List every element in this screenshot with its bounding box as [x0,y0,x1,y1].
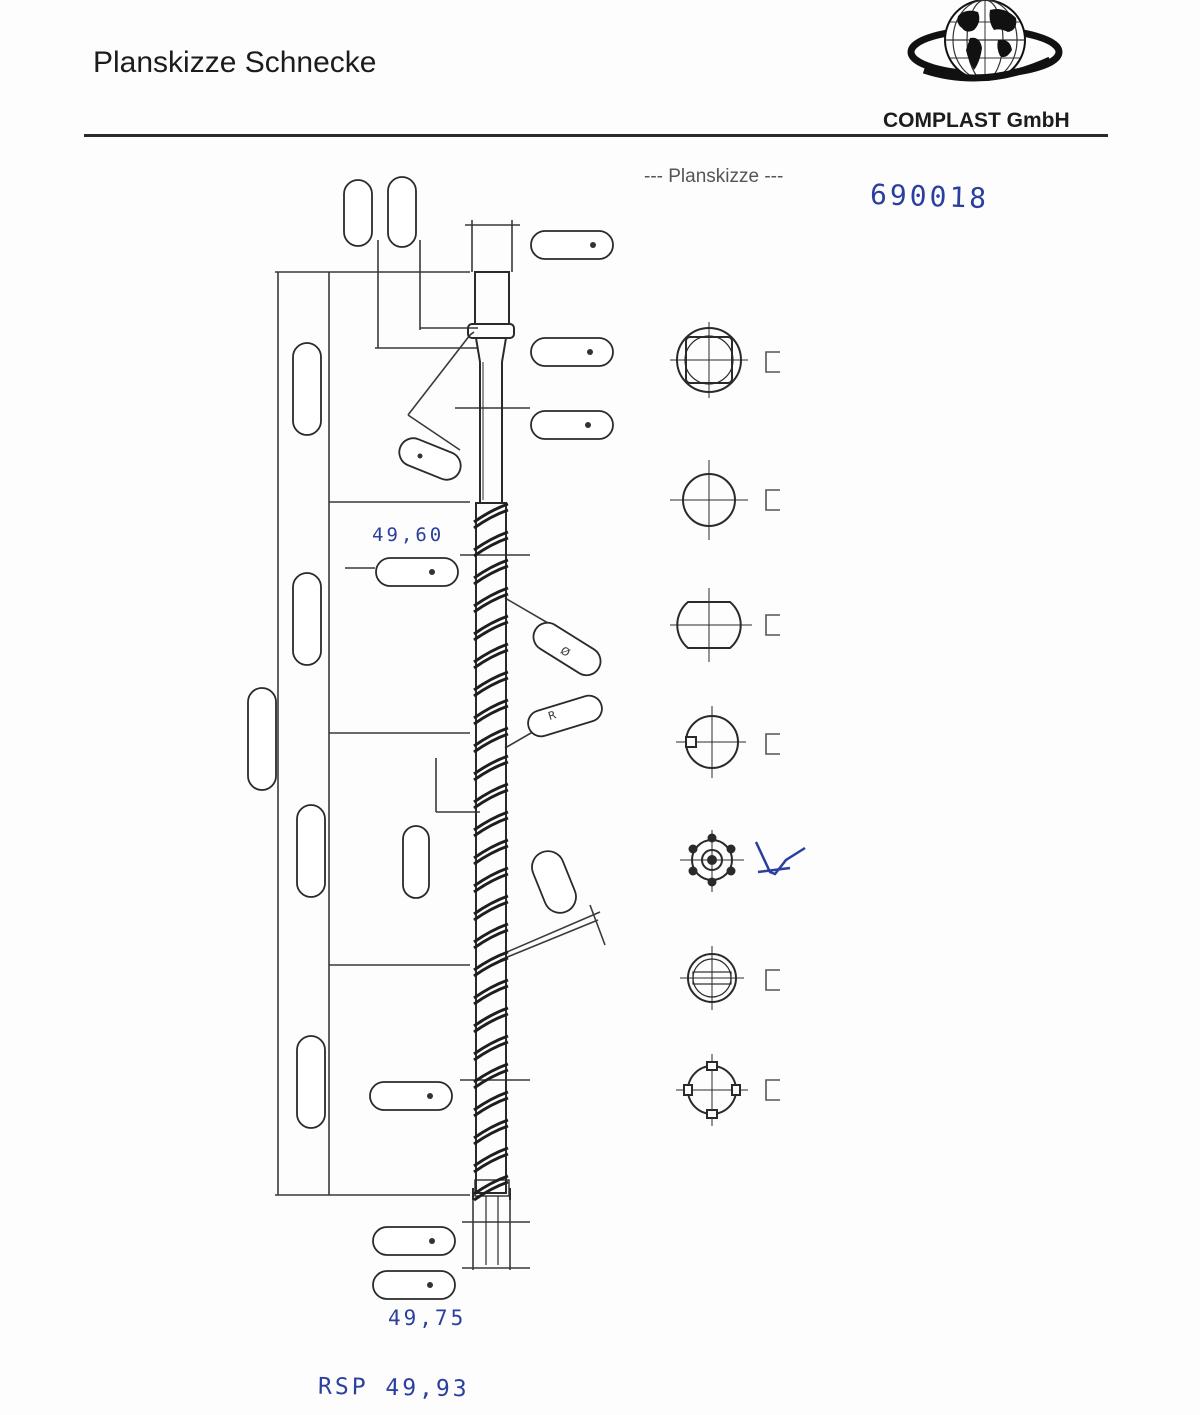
screw-flight [474,896,508,920]
screw-flight [474,504,508,528]
screw-flight [474,728,508,752]
handwritten-part-number: 690018 [869,177,990,216]
company-name: COMPLAST GmbH [883,109,1070,132]
spline-coupling-icon [680,830,744,892]
view-label: --- Planskizze --- [644,166,784,187]
coupling-checkbox-7[interactable] [766,1080,780,1100]
coupling-checkbox-1[interactable] [766,352,780,372]
tip-mark-radius: R [546,708,558,724]
slotted-coupling-icon [680,946,744,1010]
multi-key-coupling-icon [676,1054,748,1126]
screw-flight [474,1120,508,1144]
coupling-checkbox-3[interactable] [766,615,780,635]
screw-flight [474,700,508,724]
coupling-checkbox-4[interactable] [766,734,780,754]
screw-flight [474,1064,508,1088]
coupling-checkbox-6[interactable] [766,970,780,990]
screw-flight [474,952,508,976]
handwritten-rsp: RSP 49,93 [317,1373,470,1403]
screw-flight [474,980,508,1004]
screw-flight [474,672,508,696]
screw-flight [474,1008,508,1032]
screw-flight [474,616,508,640]
screw-flight [474,812,508,836]
screw-flight [474,784,508,808]
screw-flight [474,1148,508,1172]
square-drive-coupling-icon [670,322,748,398]
handwritten-diameter-bottom: 49,75 [388,1306,467,1330]
screw-flight [474,1092,508,1116]
keyway-coupling-icon [676,706,746,778]
page-title: Planskizze Schnecke [93,46,377,79]
screw-flight [474,840,508,864]
screw-flight [474,532,508,556]
tip-mark-diameter-2: Ø [585,1100,586,1101]
handwritten-diameter-top: 49,60 [372,524,445,546]
screw-flight [474,756,508,780]
screw-flight [474,644,508,668]
double-flat-coupling-icon [670,588,752,662]
screw-flight [474,924,508,948]
coupling-checkbox-2[interactable] [766,490,780,510]
screw-flight [474,868,508,892]
coupling-checkmark-5 [756,842,805,874]
screw-flight [474,560,508,584]
screw-flight [474,1036,508,1060]
tip-mark-diameter: Ø [557,643,573,660]
round-shaft-coupling-icon [670,460,748,540]
screw-flight [474,588,508,612]
